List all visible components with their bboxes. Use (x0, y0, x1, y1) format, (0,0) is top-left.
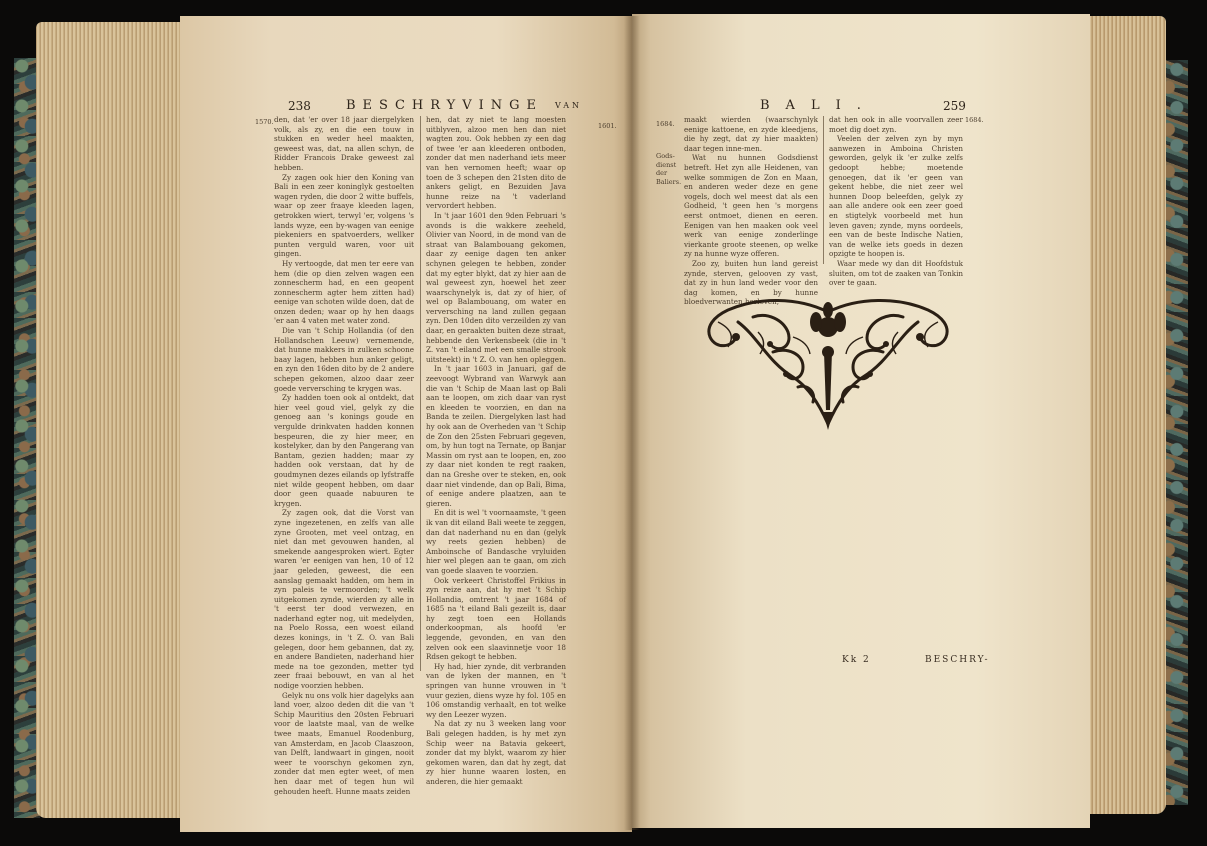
paragraph: In 't jaar 1601 den 9den Februari 's avonds is die wakkere zeeheld, Olivier van Noord, in de mond van de straat van Balambouang gekomen, daar zy eenige dagen ten anker schynen gelegen te hebben, zonder dat my egter blykt, dat zy hier aan de wal geweest zyn, hoewel het zeer waarschynelyk is, dat zy of hier, of wel op Balambouang, om water en verversching na land zullen gegaan zyn. Den 10den dito verzeilden zy van daar, en geraakten buiten deze straat, hebbende den Verkensbeek (die in 't Z. van 't eiland met een smalle strook uitsteekt) in 't Z. O. van hen opleggen. (426, 210, 566, 364)
left-running-head-tail: VAN (555, 101, 583, 110)
ornament-tailpiece-icon (698, 292, 958, 432)
paragraph: Waar mede wy dan dit Hoofdstuk sluiten, om tot de zaaken van Tonkin over te gaan. (829, 258, 963, 288)
paragraph: Zy hadden toen ook al ontdekt, dat hier veel goud viel, gelyk zy die genoeg aan 's konings goude en vergulde drinkvaten hadden konnen bespeuren, die zy hier meer, en kostelyker, dan by den Pangerang van Bantam, gezien hadden; maar zy hadden ook verstaan, dat hy de goudmynen dezes eilands op lyfstraffe niet wilde geopent hebben, om daar door geen quaade nabuuren te krygen. (274, 393, 414, 508)
paragraph: Zy zagen ook hier den Koning van Bali in een zeer koninglyk gestoelten wagen ryden, die door 2 witte buffels, waar op zeer fraaye kleeden lagen, getrokken wiert, terwyl 'er, volgens 's lands wyze, een by-wagen van eenige piekeniers en spatvoerders, wellker punten verguld waren, voor uit gingen. (274, 172, 414, 259)
paragraph: Zoo zy, buiten hun land gereist zynde, sterven, gelooven zy vast, dat zy in hun land weder voor den dag komen, en by hunne bloedverwanten herleven, (684, 258, 818, 307)
right-running-head: BALI. (760, 98, 877, 113)
left-running-head: BESCHRYVINGE (346, 98, 543, 113)
margin-year-left: 1684. (656, 120, 675, 128)
paragraph: Veelen der zelven zyn by myn aanwezen in Amboina Christen geworden, gelyk ik 'er zulke zelfs gedoopt hebbe; moetende genoegen, dat ik 'er geen van gekent hebbe, die niet zeer wel hunnen Doop beleefden, gelyk zy aan alle andere ook een zeer goed en stigtelyk voorbeeld met hun leven gaven; zynde, myns oordeels, een van de beste Indische Natien, van de welke iets goeds in dezen opzigte te hoopen is. (829, 134, 963, 259)
book-gutter (624, 16, 640, 830)
paragraph: dat hen ook in alle voorvallen zeer moet dig doet zyn. (829, 115, 963, 134)
paragraph: En dit is wel 't voornaamste, 't geen ik van dit eiland Bali weete te zeggen, dan dat naderhand nu en dan (gelyk wy reets gezien hebben) de Amboinsche of Bandasche vryluiden hier wel plegen aan te gaan, om zich van goede slaaven te voorzien. (426, 508, 566, 575)
paragraph: hen, dat zy niet te lang moesten uitblyven, alzoo men hen dan niet wagten zou. Ook hebben zy een dag of twee 'er aan kleederen ontboden, zonder dat men naderhand iets meer van hen vernomen heeft; waar op toen de 3 schepen den 21sten dito de ankers geligt, en Bezuiden Java hunne reize na 't vaderland vervordert hebben. (426, 115, 566, 211)
paragraph: Gelyk nu ons volk hier dagelyks aan land voer, alzoo deden dit die van 't Schip Mauritius den 20sten Februari voor de laatste maal, van de welke twee maats, Emanuel Roodenburg, van Amsterdam, en Jacob Claaszoon, van Delft, landwaart in gingen, nooit weer te voorschyn gekomen zyn, zonder dat men egter weet, of men hen daar met of tegen hun wil gehouden heeft. Hunne maats zeiden (274, 690, 414, 796)
left-page-number: 238 (288, 99, 311, 113)
margin-year-right: 1601. (598, 122, 617, 130)
right-page-number: 259 (943, 99, 966, 113)
paragraph: Na dat zy nu 3 weeken lang voor Bali gelegen hadden, is hy met zyn Schip weer na Batavia gekeert, zonder dat my blykt, waarom zy hier gekomen waren, dan dat hy zegt, dat zy hier hunne waaren losten, en anderen, die hier gemaakt (426, 719, 566, 786)
page-edges-right (1088, 16, 1166, 814)
paragraph: Wat nu hunnen Godsdienst betreft. Het zyn alle Heidenen, van welke sommigen de Zon en Maan, en anderen weder deze en gene vogels, doch wel meest dat als een Godheid, 't geen hen 's morgens eerst ontmoet, dienen en eeren. Eenigen van hen maaken ook veel werk van eenige zonderlinge vierkante groote steenen, op welke zy na hunne wyze offeren. (684, 153, 818, 259)
paragraph: Zy zagen ook, dat die Vorst van zyne ingezetenen, en zelfs van alle zyne Grooten, met veel ontzag, en niet dan met gevouwen handen, al smekende aangesproken wiert. Egter waren 'er eenigen van hen, 10 of 12 jaar geleden, geweest, die een aanslag gemaakt hadden, om hem in zyn paleis te vermoorden; 't welk uitgekomen zynde, wierden zy alle in 't eerst ter dood verwezen, en naderhand egter nog, uit medelyden, na Poelo Rossa, een woest eiland dezes konings, in 't Z. O. van Bali gelegen, door hem gebannen, dat zy, en andere Bandieten, naderhand hier mede na toe gezonden, metter tyd zeer fraai bebouwt, en van al het nodige voorzien hebben. (274, 508, 414, 691)
left-page-column-1 (274, 115, 414, 796)
page-edges-left (36, 22, 186, 818)
signature-mark: Kk 2 (842, 655, 871, 665)
paragraph: Ook verkeert Christoffel Frikius in zyn reize aan, dat hy met 't Schip Hollandia, omtrent 't jaar 1684 of 1685 na 't eiland Bali gezeilt is, daar hy zegt toen een Hollands onderkoopman, als hoofd 'er leggende, gevonden, en van den zelven ook een slaavinnetje voor 18 Rdsen gekogt te hebben. (426, 575, 566, 662)
paragraph: maakt wierden (waarschynlyk eenige kattoene, en zyde kleedjens, die hy zegt, dat zy hier maakten) daar tegen inne-men. (684, 115, 818, 153)
right-page-column-2 (829, 115, 963, 288)
column-rule (420, 116, 421, 671)
margin-year-right: 1684. (965, 116, 984, 124)
margin-year-left: 1570. (255, 118, 274, 126)
paragraph: Hy vertoogde, dat men ter eere van hem (die op dien zelven wagen een zonnescherm had, en een geopent zonnescherm agter hem zitten had) eenige van schoten wilde doen, dat de onzen deden; waar op hy hen daags 'er aan 4 vaten met water zond. (274, 258, 414, 326)
paragraph: den, dat 'er over 18 jaar diergelyken volk, als zy, en die een touw in stukken en weder heel maakten, geweest was, dat, na allen schyn, de Ridder Francois Drake geweest zal hebben. (274, 115, 414, 172)
paragraph: In 't jaar 1603 in Januari, gaf de zeevoogt Wybrand van Warwyk aan die van 't Schip de Maan last op Bali aan te loopen, om zich daar van ryst en kleeden te voorzien, en dan na Banda te zeilen. Diergelyken last had hy ook aan de Overheden van 't Schip de Zon den 25sten Februari gegeven, om, by hun togt na Ternate, op Banjar Massin om ryst aan te loopen, en, zoo zy daar niet konden te regt raaken, dan na Greshe over te steken, en, ook daar niet vindende, dan op Bali, Bima, of eenige andere plaatzen, aan te gieren. (426, 364, 566, 508)
right-page-column-1 (684, 115, 818, 307)
left-page-column-2 (426, 115, 566, 786)
catchword: BESCHRY- (925, 655, 990, 665)
paragraph: Die van 't Schip Hollandia (of den Hollandschen Leeuw) vernemende, dat hunne makkers in zulken schoone baay lagen, hebben hun anker geligt, en zyn den 16den dito by de 2 andere schepen gekomen, alzoo daar zeer goede verversching te krygen was. (274, 326, 414, 393)
paragraph: Hy had, hier zynde, dit verbranden van de lyken der mannen, en 't springen van hunne vrouwen in 't vuur gezien, diens wyze hy fol. 105 en 106 omstandig verhaalt, en tot welke wy den Leezer wyzen. (426, 661, 566, 719)
margin-note-godsdienst: Gods-dienst der Baliers. (656, 152, 682, 186)
column-rule (823, 116, 824, 264)
